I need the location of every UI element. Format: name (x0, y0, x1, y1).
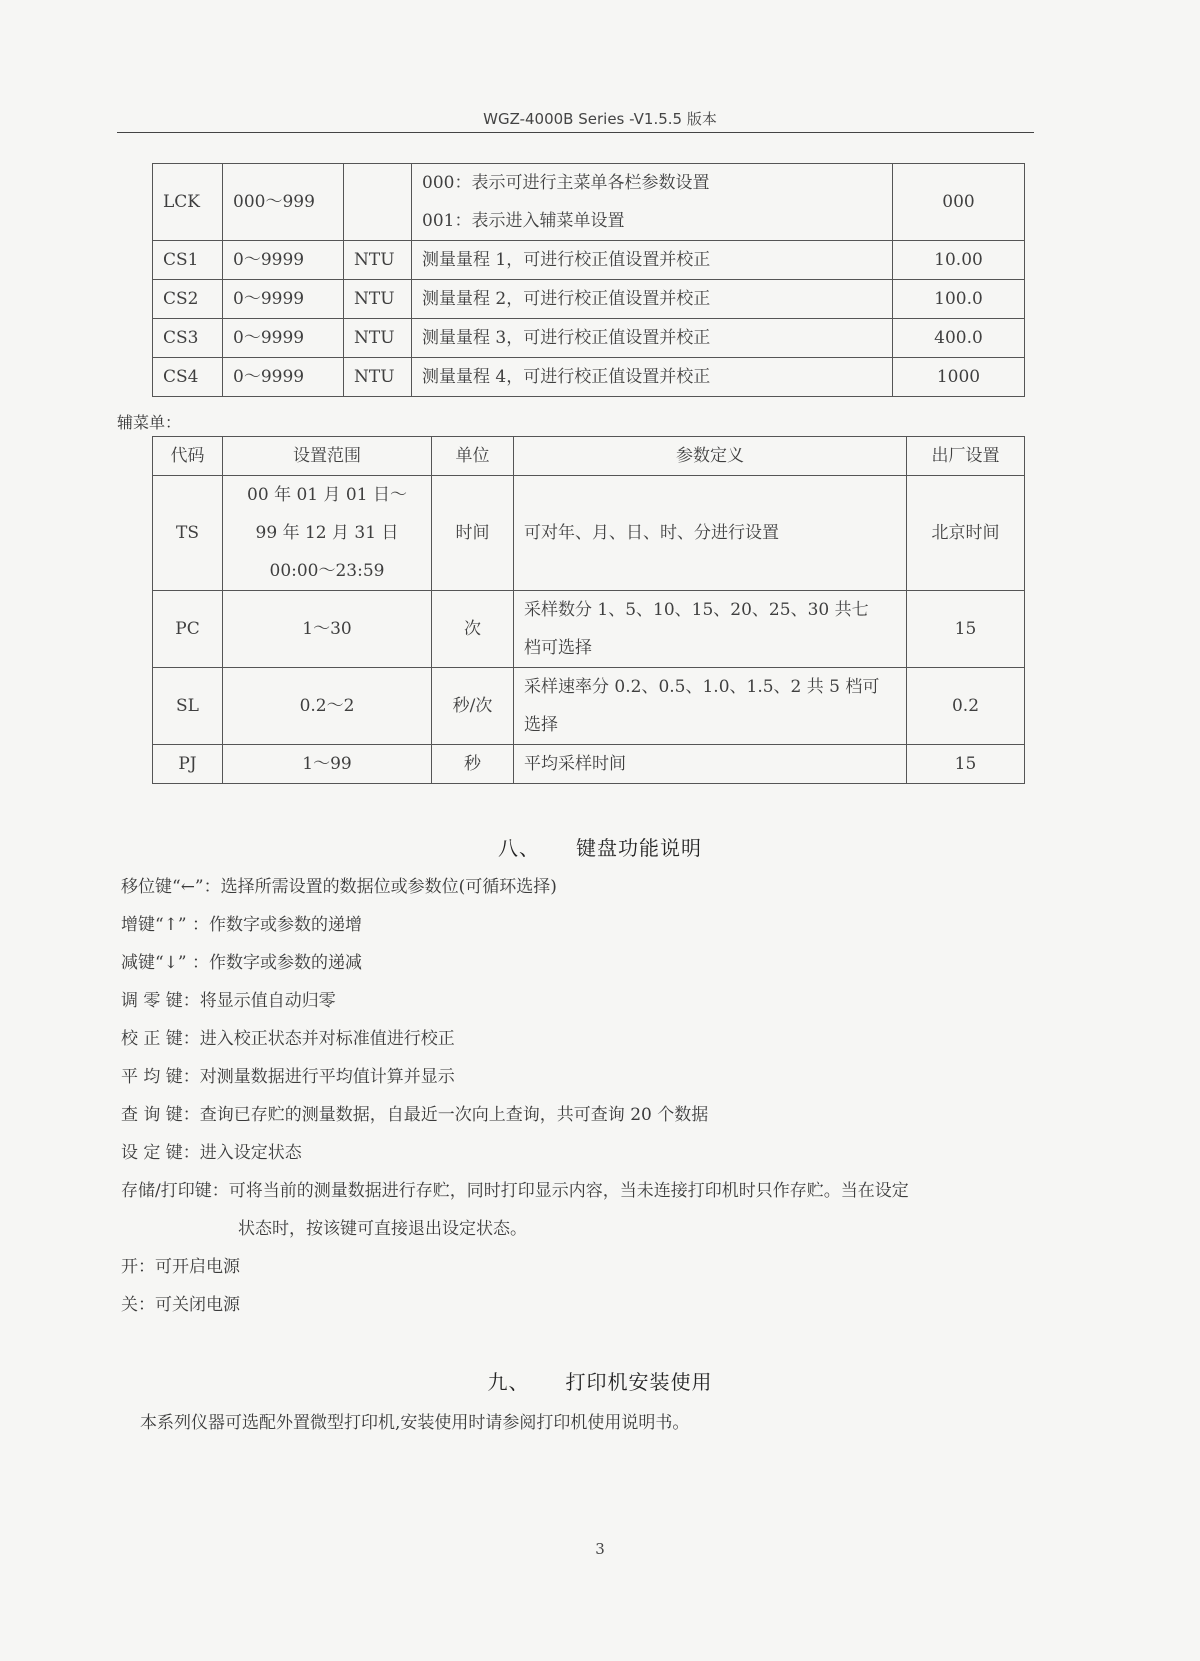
table-cell-factory: 100.0 (893, 280, 1025, 319)
table-cell-definition: 测量量程 1，可进行校正值设置并校正 (412, 241, 893, 280)
table-cell-unit: 时间 (432, 476, 514, 591)
table-cell-factory: 15 (907, 591, 1025, 668)
table-header-code: 代码 (153, 437, 223, 476)
table-cell-definition (514, 668, 907, 745)
table-cell-range: 1～30 (223, 591, 432, 668)
table-cell-code: CS2 (153, 280, 223, 319)
table-cell-range: 0～9999 (223, 319, 344, 358)
table-row (153, 280, 1025, 319)
table-cell-code: CS1 (153, 241, 223, 280)
table-cell-definition: 测量量程 3，可进行校正值设置并校正 (412, 319, 893, 358)
section-number: 九、 (487, 1370, 530, 1394)
definition-line: 选择 (524, 715, 558, 735)
table-cell-factory: 1000 (893, 358, 1025, 397)
table-cell-definition: 平均采样时间 (514, 745, 907, 784)
table-cell-range: 1～99 (223, 745, 432, 784)
main-menu-table (152, 163, 1025, 397)
range-line: 00:00～23:59 (269, 561, 385, 581)
key-description-shift: 移位键“←”：选择所需设置的数据位或参数位(可循环选择) (121, 877, 557, 897)
table-cell-definition: 测量量程 4，可进行校正值设置并校正 (412, 358, 893, 397)
definition-line: 000：表示可进行主菜单各栏参数设置 (422, 173, 710, 193)
definition-line: 采样数分 1、5、10、15、20、25、30 共七 (524, 600, 869, 620)
table-cell-range: 0～9999 (223, 358, 344, 397)
table-cell-factory: 000 (893, 164, 1025, 241)
key-description-store-print-continued: 状态时，按该键可直接退出设定状态。 (238, 1219, 527, 1239)
key-description-calibrate: 校 正 键：进入校正状态并对标准值进行校正 (121, 1029, 455, 1049)
table-cell-code: SL (153, 668, 223, 745)
table-cell-code: PJ (153, 745, 223, 784)
key-description-down: 减键“↓” ：作数字或参数的递减 (121, 953, 363, 973)
definition-line: 档可选择 (524, 638, 592, 658)
table-cell-range: 0.2～2 (223, 668, 432, 745)
table-cell-range (223, 476, 432, 591)
table-row (153, 668, 1025, 745)
section-heading-printer (0, 1366, 1200, 1395)
table-cell-code: CS4 (153, 358, 223, 397)
key-description-set: 设 定 键：进入设定状态 (121, 1143, 302, 1163)
table-cell-unit: 次 (432, 591, 514, 668)
table-cell-unit: NTU (344, 241, 412, 280)
table-cell-range: 0～9999 (223, 241, 344, 280)
key-description-average: 平 均 键：对测量数据进行平均值计算并显示 (121, 1067, 455, 1087)
table-row (153, 745, 1025, 784)
section-title: 打印机安装使用 (565, 1370, 713, 1394)
sub-menu-label: 辅菜单： (117, 413, 182, 432)
table-header-definition: 参数定义 (514, 437, 907, 476)
table-cell-factory: 400.0 (893, 319, 1025, 358)
range-line: 00 年 01 月 01 日～ (247, 485, 407, 505)
table-row (153, 476, 1025, 591)
key-description-up: 增键“↑” ：作数字或参数的递增 (121, 915, 363, 935)
section-title: 键盘功能说明 (576, 836, 702, 860)
table-cell-unit: NTU (344, 280, 412, 319)
table-cell-factory: 北京时间 (907, 476, 1025, 591)
definition-line: 采样速率分 0.2、0.5、1.0、1.5、2 共 5 档可 (524, 677, 880, 697)
table-cell-unit: NTU (344, 319, 412, 358)
table-cell-range: 0～9999 (223, 280, 344, 319)
header-rule (117, 132, 1034, 133)
key-description-store-print: 存储/打印键：可将当前的测量数据进行存贮，同时打印显示内容，当未连接打印机时只作存贮。当在设定 (121, 1181, 909, 1201)
table-cell-code: CS3 (153, 319, 223, 358)
table-header-unit: 单位 (432, 437, 514, 476)
table-cell-factory: 0.2 (907, 668, 1025, 745)
table-row (153, 241, 1025, 280)
table-cell-unit (344, 164, 412, 241)
definition-line: 001：表示进入辅菜单设置 (422, 211, 625, 231)
table-row (153, 591, 1025, 668)
sub-menu-table (152, 436, 1025, 784)
table-row (153, 358, 1025, 397)
table-cell-code: TS (153, 476, 223, 591)
key-description-query: 查 询 键：查询已存贮的测量数据，自最近一次向上查询，共可查询 20 个数据 (121, 1105, 709, 1125)
table-cell-factory: 10.00 (893, 241, 1025, 280)
key-description-off: 关：可关闭电源 (121, 1295, 240, 1315)
table-header-range: 设置范围 (223, 437, 432, 476)
table-cell-definition: 可对年、月、日、时、分进行设置 (514, 476, 907, 591)
table-header-factory: 出厂设置 (907, 437, 1025, 476)
table-cell-definition (412, 164, 893, 241)
printer-paragraph: 本系列仪器可选配外置微型打印机,安装使用时请参阅打印机使用说明书。 (140, 1413, 690, 1433)
section-number: 八、 (498, 836, 540, 860)
key-description-on: 开：可开启电源 (121, 1257, 240, 1277)
table-header-row (153, 437, 1025, 476)
table-cell-code: PC (153, 591, 223, 668)
table-cell-range: 000～999 (223, 164, 344, 241)
table-row (153, 319, 1025, 358)
key-description-zero: 调 零 键：将显示值自动归零 (121, 991, 336, 1011)
table-cell-unit: NTU (344, 358, 412, 397)
header-title: WGZ-4000B Series -V1.5.5 版本 (483, 110, 717, 128)
table-cell-unit: 秒/次 (432, 668, 514, 745)
page-number: 3 (595, 1540, 605, 1558)
table-cell-code: LCK (153, 164, 223, 241)
table-cell-unit: 秒 (432, 745, 514, 784)
table-cell-factory: 15 (907, 745, 1025, 784)
range-line: 99 年 12 月 31 日 (255, 523, 399, 543)
table-cell-definition: 测量量程 2，可进行校正值设置并校正 (412, 280, 893, 319)
table-cell-definition (514, 591, 907, 668)
table-row (153, 164, 1025, 241)
section-heading-keyboard (0, 832, 1200, 861)
